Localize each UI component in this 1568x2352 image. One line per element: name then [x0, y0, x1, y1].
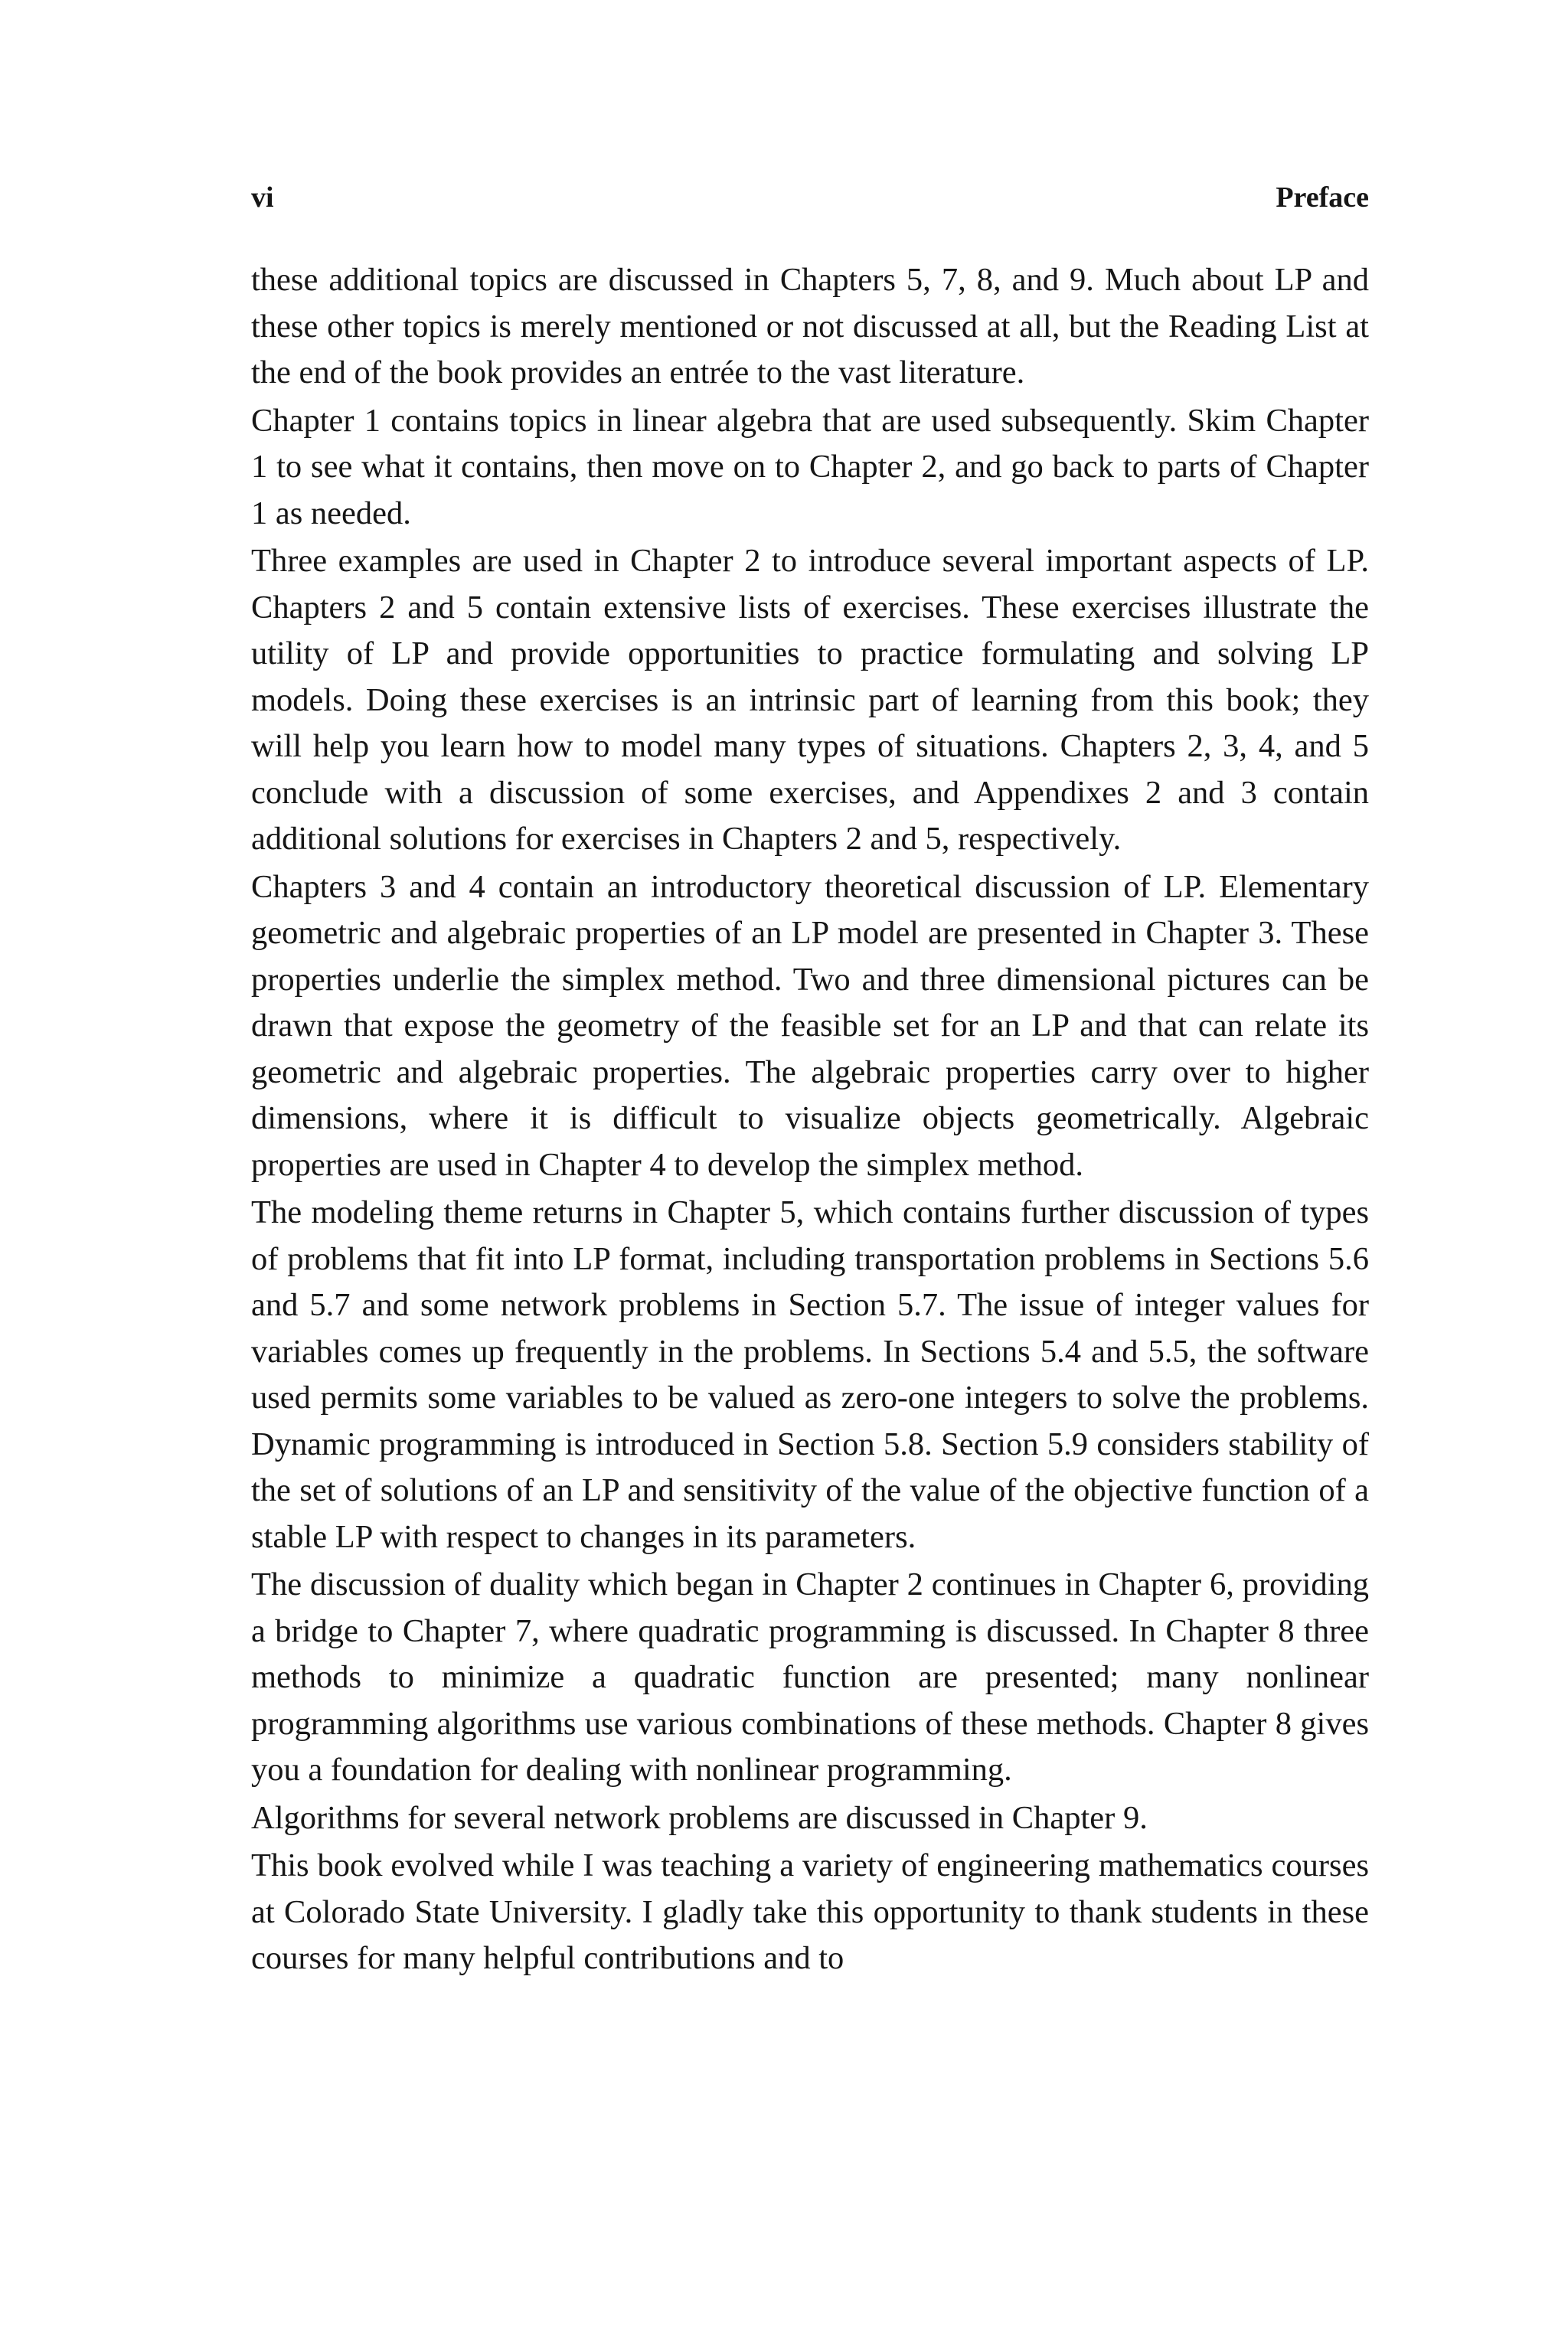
paragraph-continued: these additional topics are discussed in Chapters 5, 7, 8, and 9. Much about LP and these other topics is merely mentioned or not discussed at all, but the Reading List at the end of the book provides an entrée to the vast literature.	[251, 262, 1369, 390]
paragraph-chapter-9: Algorithms for several network problems are discussed in Chapter 9.	[251, 1799, 1148, 1836]
page-number: vi	[251, 181, 274, 214]
paragraph-chapter-2: Three examples are used in Chapter 2 to introduce several important aspects of LP. Chapters 2 and 5 contain extensive lists of exercises. These exercises illustrate the utility of LP and provide opportunities to practice formulating and solving LP models. Doing these exercises is an intrinsic part of learning from this book; they will help you learn how to model many types of situations. Chapters 2, 3, 4, and 5 conclude with a discussion of some exercises, and Appendixes 2 and 3 contain additional solutions for exercises in Chapters 2 and 5, respectively.	[251, 543, 1369, 857]
paragraph-chapter-5: The modeling theme returns in Chapter 5, which contains further discussion of types of problems that fit into LP format, including transportation problems in Sections 5.6 and 5.7 and some network problems in Section 5.7. The issue of integer values for variables comes up frequently in the problems. In Sections 5.4 and 5.5, the software used permits some variables to be valued as zero-one integers to solve the problems. Dynamic programming is introduced in Section 5.8. Section 5.9 considers stability of the set of solutions of an LP and sensitivity of the value of the objective function of a stable LP with respect to changes in its parameters.	[251, 1194, 1369, 1555]
paragraph-duality: The discussion of duality which began in Chapter 2 continues in Chapter 6, providing a bridge to Chapter 7, where quadratic programming is discussed. In Chapter 8 three methods to minimize a quadratic function are presented; many nonlinear programming algorithms use various combinations of these methods. Chapter 8 gives you a foundation for dealing with nonlinear programming.	[251, 1566, 1369, 1788]
running-header	[251, 175, 1369, 220]
running-title: Preface	[1276, 181, 1369, 214]
paragraph-chapter-1: Chapter 1 contains topics in linear algebra that are used subsequently. Skim Chapter 1 to see what it contains, then move on to Chapter 2, and go back to parts of Chapter 1 as needed.	[251, 402, 1369, 531]
paragraph-acknowledgments: This book evolved while I was teaching a variety of engineering mathematics courses at Colorado State University. I gladly take this opportunity to thank students in these courses for many helpful contributions and to	[251, 1847, 1369, 1976]
paragraph-chapters-3-4: Chapters 3 and 4 contain an introductory theoretical discussion of LP. Elementary geometric and algebraic properties of an LP model are presented in Chapter 3. These properties underlie the simplex method. Two and three dimensional pictures can be drawn that expose the geometry of the feasible set for an LP and that can relate its geometric and algebraic properties. The algebraic properties carry over to higher dimensions, where it is difficult to visualize objects geometrically. Algebraic properties are used in Chapter 4 to develop the simplex method.	[251, 868, 1369, 1183]
body-text	[251, 257, 1369, 1984]
